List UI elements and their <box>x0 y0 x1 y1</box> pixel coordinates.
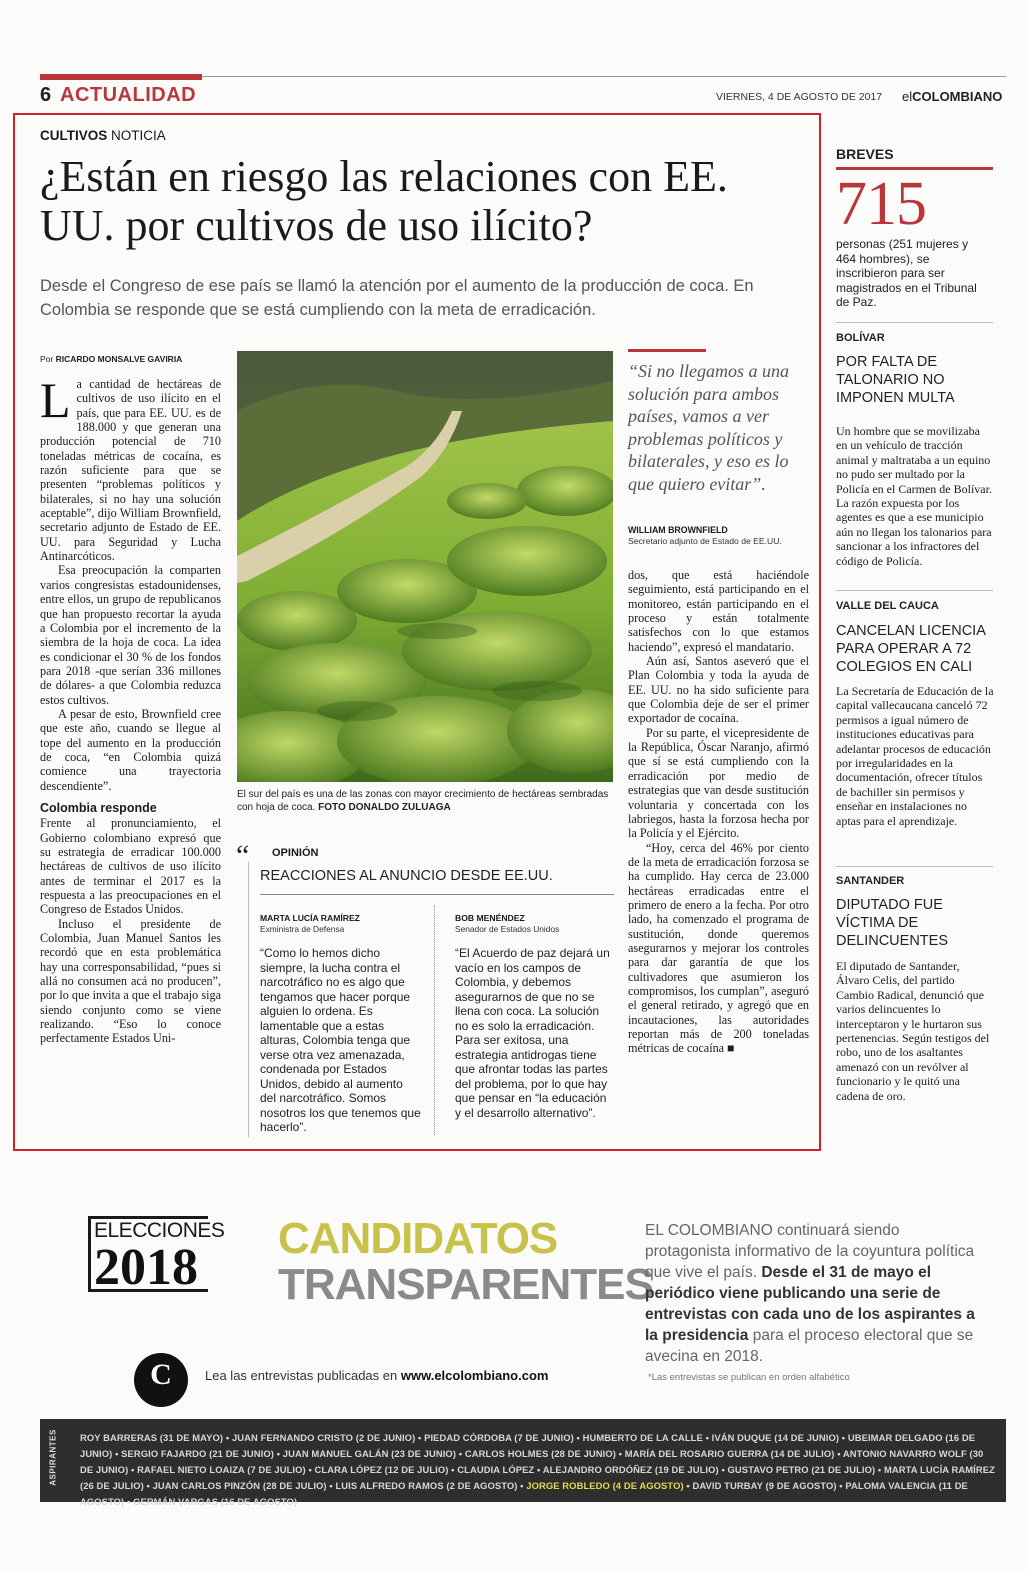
elecciones-label: ELECCIONES <box>94 1219 225 1242</box>
byline-author: RICARDO MONSALVE GAVIRIA <box>55 354 183 364</box>
paragraph: dos, que está haciéndole seguimiento, está participando en el monitoreo, están participando en el proceso y están totalmente satisfechos con lo que estamos haciendo”, expresó el mandatario. <box>628 568 809 654</box>
article-byline <box>40 354 182 364</box>
breve-tag: VALLE DEL CAUCA <box>836 600 939 612</box>
opinion-author-right: BOB MENÉNDEZ <box>455 913 525 923</box>
breve-tag: SANTANDER <box>836 875 905 887</box>
ad-text-bold: Desde el 31 de mayo el periódico viene publicando una serie de entrevistas con cada uno de los aspirantes a la presidencia <box>645 1264 975 1344</box>
paragraph: a cantidad de hectáreas de cultivos de uso ilícito en el país, que para EE. UU. es de 188.000 y que generan una producción potencial de 710 toneladas métricas de cocaína, es razón suficiente para que se presenten “problemas políticos y bilaterales, si no hay una solución aceptable”, dijo William Brownfield, secretario adjunto de Estado de EE. UU. para Seguridad y Lucha Antinarcóticos. <box>40 377 221 564</box>
paragraph: Esa preocupación la comparten varios congresistas estadounidenses, entre ellos, un grupo de republicanos que han propuesto recortar la ayuda a Colombia por el incremento de la siembra de la hoja de coca. La idea es condicionar el 30 % de los fondos para 2018 -que serían 336 millones de dólares- a que Colombia reduzca estos cultivos. <box>40 563 221 707</box>
caption-text: El sur del país es una de las zonas con mayor crecimiento de hectáreas sembradas con hoja de coca. <box>237 789 609 813</box>
kicker-category: CULTIVOS <box>40 128 108 143</box>
paragraph: Incluso el presidente de Colombia, Juan Manuel Santos les recordó que en esta problemática hay una corresponsabilidad, “pues si allá no consumen acá no producen”, por lo que invita a que el trabajo siga siendo conjunto como se viene realizando. “Eso lo conoce perfectamente Estados Uni- <box>40 916 221 1046</box>
photo-caption <box>237 788 613 814</box>
header-accent-bar <box>40 74 202 80</box>
ad-footnote: *Las entrevistas se publican en orden alfabético <box>648 1372 850 1383</box>
ad-text-plain: EL COLOMBIANO continuará siendo protagonista informativo de la coyuntura política que vive el país. <box>645 1222 975 1281</box>
brand-name: COLOMBIANO <box>912 89 1003 104</box>
quote-author: WILLIAM BROWNFIELD <box>628 525 728 535</box>
elecciones-year: 2018 <box>94 1239 198 1296</box>
breve-text: Un hombre que se movilizaba en un vehículo de tracción animal y maltrataba a un equino no pudo ser multado por la Policía en el Carmen de Bolívar. La razón expuesta por los agentes es que a ese municipio aún no llegan los talonarios para sancionar a los infractores del código de Policía. <box>836 424 992 568</box>
ad-body-text <box>645 1220 975 1367</box>
aspirantes-label: ASPIRANTES <box>48 1429 58 1486</box>
paragraph: Por su parte, el vicepresidente de la República, Óscar Naranjo, afirmó que sí se está cumpliendo con la erradicación por medio de estrategias que van desde sustitución voluntaria y concertada con los labriegos, hasta la forzosa hecha por la Policía y el Ejército. <box>628 725 809 841</box>
newspaper-brand <box>902 89 1002 104</box>
paragraph: Frente al pronunciamiento, el Gobierno colombiano expresó que su estrategia de erradicar 100.000 hectáreas de cultivos de uso ilícito antes de terminar el 2017 es la respuesta a las preocupaciones en el Congreso de Estados Unidos. <box>40 816 221 917</box>
breves-rule <box>836 322 993 323</box>
ad-website-link[interactable]: www.elcolombiano.com <box>400 1368 549 1383</box>
breve-headline: POR FALTA DE TALONARIO NO IMPONEN MULTA <box>836 354 955 406</box>
breve-text: El diputado de Santander, Álvaro Celis, del partido Cambio Radical, denunció que varios delincuentes lo interceptaron y le hurtaron sus pertenencias. Según testigos del robo, uno de los asaltantes amenazó con un revólver al funcionario y le quitó una cadena de oro. <box>836 959 990 1103</box>
opinion-title: REACCIONES AL ANUNCIO DESDE EE.UU. <box>260 868 553 884</box>
end-mark: ■ <box>727 1041 735 1056</box>
breves-rule <box>836 866 993 867</box>
article-column-3 <box>628 568 809 1138</box>
breve-text: La Secretaría de Educación de la capital vallecaucana canceló 72 permisos a igual número de instituciones educativas para adelantar procesos de educación por irregularidades en la documentación, ofrecer títulos de bachiller sin permisos y enseñar en instalaciones no aptas para el aprendizaje. <box>836 684 994 828</box>
aspirantes-text: • DAVID TURBAY (9 DE AGOSTO) • PALOMA VALENCIA (11 DE AGOSTO) • GERMÁN VARGAS (16 DE AGOSTO) <box>80 1480 968 1507</box>
header-rule <box>202 76 1006 77</box>
photo-credit: FOTO DONALDO ZULUAGA <box>318 802 451 813</box>
aspirantes-list <box>80 1430 998 1510</box>
section-title: ACTUALIDAD <box>60 84 197 106</box>
breve-tag: BOLÍVAR <box>836 332 885 344</box>
opinion-text-left: “Como lo hemos dicho siempre, la lucha contra el narcotráfico no es algo que tengamos que hacer porque alguien lo ordena. Es lamentable que a estas alturas, Colombia tenga que verse otra vez amenazada, condenada por Estados Unidos, debido al aumento del narcotráfico. Somos nosotros los que tenemos que hacerlo”. <box>260 946 421 1134</box>
pull-quote: “Si no llegamos a una solución para ambos países, vamos a ver problemas políticos y bilaterales, y eso es lo que quiero evitar”. <box>628 361 790 494</box>
article-headline: ¿Están en riesgo las relaciones con EE. UU. por cultivos de uso ilícito? <box>40 152 728 250</box>
coca-field-illustration <box>237 351 613 782</box>
opinion-label: OPINIÓN <box>272 847 319 859</box>
logo-letter: C <box>150 1358 172 1391</box>
opinion-text-right: “El Acuerdo de paz dejará un vacío en los campos de Colombia, y debemos asegurarnos de que no se llena con coca. La solución no es solo la erradicación. Para ser exitosa, una estrategia antidrogas tiene que afrontar todas las partes del problema, por lo que hay que pensar en “la educación y el desarrollo alternativo”. <box>455 946 610 1120</box>
opinion-role-left: Exministra de Defensa <box>260 924 345 934</box>
issue-date: VIERNES, 4 DE AGOSTO DE 2017 <box>716 91 883 103</box>
aspirante-highlight: JORGE ROBLEDO (4 DE AGOSTO) <box>526 1480 684 1491</box>
byline-prefix: Por <box>40 354 54 364</box>
breves-big-number: 715 <box>836 170 926 238</box>
ad-link-text <box>205 1368 548 1383</box>
paragraph: “Hoy, cerca del 46% por ciento de la meta de erradicación forzosa se ha cumplido. Hay cerca de 23.000 hectáreas erradicadas entre el primero de enero a la fecha. Por otro lado, ha comenzado el programa de sustitución, donde queremos asegurarnos y mejorar los controles para dar garantía de que los cultivadores que asumieron los compromisos, los cumplan”, aseguró el general retirado, y agregó que en incautaciones, las autoridades reportan más de 200 toneladas métricas de cocaína <box>628 840 809 1056</box>
ad-link-prefix: Lea las entrevistas publicadas en <box>205 1368 398 1383</box>
article-deck: Desde el Congreso de ese país se llamó la atención por el aumento de la producción de coca. En Colombia se responde que se está cumpliendo con la meta de erradicación. <box>40 277 754 319</box>
opinion-rule <box>260 894 614 895</box>
breves-number-text: personas (251 mujeres y 464 hombres), se inscribieron para ser magistrados en el Tribunal de Paz. <box>836 237 977 309</box>
article-kicker <box>40 128 166 143</box>
article-subhead: Colombia responde <box>40 800 157 815</box>
opinion-role-right: Senador de Estados Unidos <box>455 924 560 934</box>
ad-headline-line2: TRANSPARENTES <box>278 1260 653 1309</box>
ad-headline-line1: CANDIDATOS <box>278 1214 558 1263</box>
paragraph: Aún así, Santos aseveró que el Plan Colombia y toda la ayuda de EE. UU. no ha sido suficiente para que Colombia deje de ser el primer exportador de cocaína. <box>628 654 809 726</box>
quote-accent-bar <box>628 349 706 352</box>
quote-marks-icon: “ <box>236 839 250 872</box>
opinion-author-left: MARTA LUCÍA RAMÍREZ <box>260 913 360 923</box>
paragraph: A pesar de esto, Brownfield cree que este año, cuando se llegue al tope del aumento en la producción de coca, “en Colombia quizá comience una trayectoria descendiente”. <box>40 706 221 793</box>
breve-headline: CANCELAN LICENCIA PARA OPERAR A 72 COLEGIOS EN CALI <box>836 623 986 675</box>
breves-title: BREVES <box>836 146 894 162</box>
breves-rule <box>836 590 993 591</box>
article-column-1 <box>40 377 221 1137</box>
drop-cap: L <box>40 377 71 428</box>
brand-prefix: el <box>902 89 913 104</box>
kicker-type: NOTICIA <box>111 128 166 143</box>
coca-field-photo <box>237 351 613 782</box>
opinion-separator <box>434 905 436 1135</box>
ad-text-plain: para el proceso electoral que se avecina en 2018. <box>645 1327 974 1365</box>
aspirantes-text: ROY BARRERAS (31 DE MAYO) • JUAN FERNANDO CRISTO (2 DE JUNIO) • PIEDAD CÓRDOBA (7 DE JUNIO) • HUMBERTO DE LA CALLE • IVÁN DUQUE (14 DE JUNIO) • UBEIMAR DELGADO (16 DE JUNIO) • SERGIO FAJARDO (21 DE JUNIO) • JUAN MANUEL GALÁN (23 DE JUNIO) • CARLOS HOLMES (28 DE JUNIO) • MARÍA DEL ROSARIO GUERRA (14 DE JULIO) • ANTONIO NAVARRO WOLF (30 DE JUNIO) • RAFAEL NIETO LOAIZA (7 DE JULIO) • CLARA LÓPEZ (12 DE JULIO) • CLAUDIA LÓPEZ • ALEJANDRO ORDÓÑEZ (19 DE JULIO) • GUSTAVO PETRO (21 DE JULIO) • MARTA LUCÍA RAMÍREZ (26 DE JULIO) • JUAN CARLOS PINZÓN (28 DE JULIO) • LUIS ALFREDO RAMOS (2 DE AGOSTO) • <box>80 1432 995 1491</box>
breve-headline: DIPUTADO FUE VÍCTIMA DE DELINCUENTES <box>836 897 948 949</box>
page-number: 6 <box>40 84 52 106</box>
aspirantes-label-box <box>40 1419 66 1502</box>
quote-author-role: Secretario adjunto de Estado de EE.UU. <box>628 536 782 546</box>
